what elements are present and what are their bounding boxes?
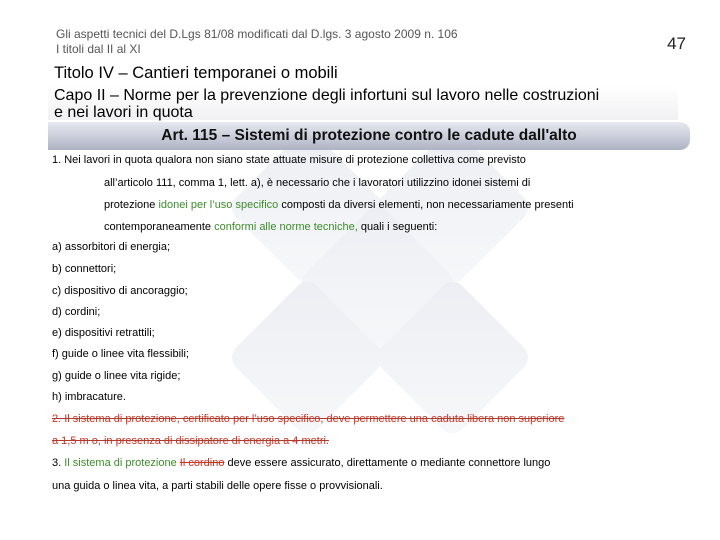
list-item: c) dispositivo di ancoraggio; xyxy=(52,285,188,297)
para1-line-3-c: composti da diversi elementi, non necessariamente presenti xyxy=(278,199,574,211)
para1-highlight-specific-use: idonei per l’uso specifico xyxy=(158,199,279,211)
para1-line-4-c: quali i seguenti: xyxy=(357,221,438,233)
para2-line-2: a 1,5 m o, in presenza di dissipatore di energia a 4 metri. xyxy=(52,435,329,447)
list-item: g) guide o linee vita rigide; xyxy=(52,370,181,382)
para1-line-4 xyxy=(104,221,437,233)
para3-line-2: una guida o linea vita, a parti stabili delle opere fisse o provvisionali. xyxy=(52,480,383,492)
para1-highlight-technical-norms: conformi alle norme tecniche, xyxy=(214,221,358,233)
header-line-2: I titoli dal II al XI xyxy=(56,42,141,56)
para1-line-3 xyxy=(104,199,574,211)
list-item: h) imbracature. xyxy=(52,391,126,403)
page-number: 47 xyxy=(667,34,686,53)
title: Titolo IV – Cantieri temporanei o mobili xyxy=(54,64,338,82)
para2-line-1: 2. Il sistema di protezione, certificato per l’uso specifico, deve permettere una caduta libera non superiore xyxy=(52,413,565,425)
list-item: d) cordini; xyxy=(52,306,101,318)
article-title-bar xyxy=(48,122,690,150)
para1-line-3-a: protezione xyxy=(104,199,159,211)
subtitle-line-1: Capo II – Norme per la prevenzione degli infortuni sul lavoro nelle costruzioni xyxy=(54,87,600,104)
para1-line-2: all’articolo 111, comma 1, lett. a), è necessario che i lavoratori utilizzino idonei sistemi di xyxy=(104,177,531,189)
subtitle-line-2: e nei lavori in quota xyxy=(54,104,193,121)
para3-struck-cordino: Il cordino xyxy=(179,457,225,469)
list-item: a) assorbitori di energia; xyxy=(52,241,171,253)
para3-line-1 xyxy=(52,457,550,469)
para3-highlight-system: Il sistema di protezione xyxy=(64,457,177,469)
list-item: f) guide o linee vita flessibili; xyxy=(52,348,189,360)
list-item: b) connettori; xyxy=(52,263,117,275)
header-line-1: Gli aspetti tecnici del D.Lgs 81/08 modificati dal D.lgs. 3 agosto 2009 n. 106 xyxy=(56,27,458,41)
list-item: e) dispositivi retrattili; xyxy=(52,327,155,339)
para3-number: 3. xyxy=(52,457,65,469)
para1-line-4-a: contemporaneamente xyxy=(104,221,215,233)
para1-line-1: 1. Nei lavori in quota qualora non siano state attuate misure di protezione collettiva come previsto xyxy=(52,154,526,166)
article-title: Art. 115 – Sistemi di protezione contro le cadute dall'alto xyxy=(161,127,577,144)
para3-line-1-rest: deve essere assicurato, direttamente o mediante connettore lungo xyxy=(224,457,551,469)
